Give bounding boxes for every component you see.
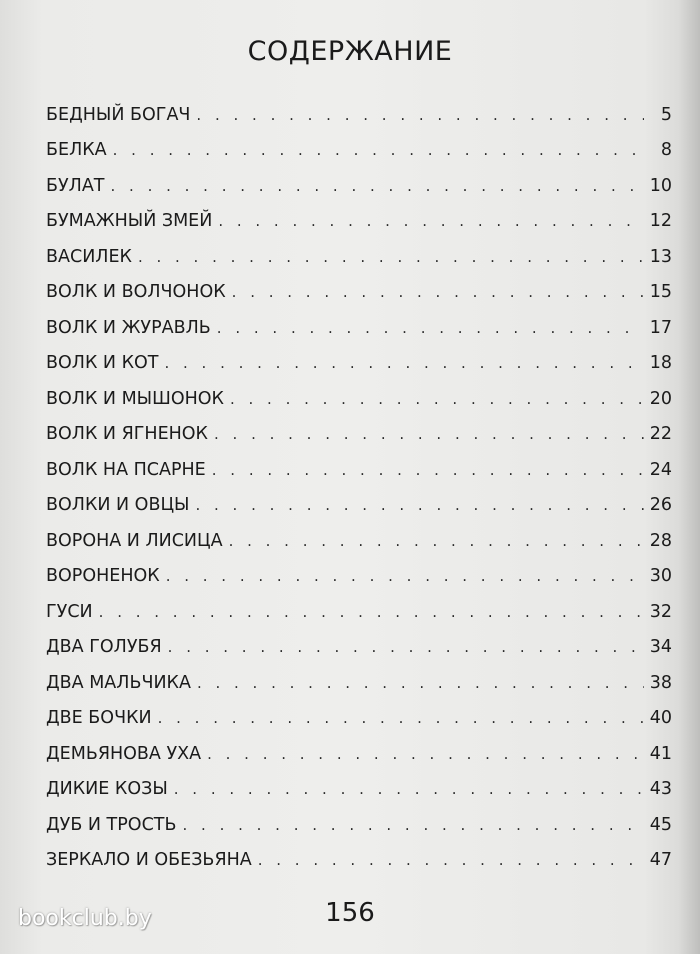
toc-entry-title: ЗЕРКАЛО И ОБЕЗЬЯНА [46,850,252,870]
toc-entry-title: ГУСИ [46,601,93,622]
toc-entry-title: БЕЛКА [46,140,107,160]
toc-entry [46,161,672,197]
dot-leader [232,281,644,303]
toc-entry [46,836,672,872]
watermark-text: bookclub.by [18,906,152,931]
toc-entry [46,552,672,588]
toc-entry-page: 22 [649,424,672,444]
toc-entry-page: 28 [649,530,672,551]
toc-entry [46,339,672,375]
table-of-contents [46,90,672,871]
dot-leader [166,565,644,587]
toc-entry [46,765,672,801]
dot-leader [218,210,643,232]
toc-entry-page: 38 [649,672,672,693]
toc-entry [46,126,672,162]
toc-entry-title: ВОЛК И ЖУРАВЛЬ [46,317,211,338]
toc-entry-page: 30 [649,566,672,586]
toc-entry-title: ДЕМЬЯНОВА УХА [46,743,202,764]
dot-leader [174,778,644,800]
toc-entry [46,374,672,410]
toc-entry-page: 34 [649,637,672,657]
dot-leader [258,849,644,871]
toc-entry [46,410,672,446]
toc-entry-title: ВОЛК И КОТ [46,353,159,373]
dot-leader [111,175,644,197]
toc-entry-title: ДВА ГОЛУБЯ [46,637,162,657]
toc-entry-page: 45 [649,814,672,835]
page-edge-shadow [678,0,700,954]
toc-entry-page: 24 [649,459,672,480]
dot-leader [230,388,644,410]
dot-leader [196,104,644,126]
toc-entry-title: ВОЛКИ И ОВЦЫ [46,495,190,515]
page-title: СОДЕРЖАНИЕ [247,36,453,67]
toc-entry-page: 15 [649,282,672,302]
toc-entry [46,800,672,836]
dot-leader [164,352,643,374]
toc-entry-title: ДВА МАЛЬЧИКА [46,672,191,693]
toc-entry-page: 47 [649,850,672,870]
toc-entry-page: 5 [660,104,672,125]
toc-entry-page: 32 [649,601,672,622]
toc-entry [46,303,672,339]
toc-entry-page: 43 [649,779,672,799]
toc-entry [46,197,672,233]
dot-leader [207,743,644,765]
page-number: 156 [325,898,375,928]
toc-entry-page: 10 [649,175,672,196]
dot-leader [99,601,644,623]
toc-entry-title: ВОЛК И ВОЛЧОНОК [46,282,226,302]
dot-leader [158,707,644,729]
toc-entry-page: 8 [660,140,672,160]
toc-entry-title: ВОЛК НА ПСАРНЕ [46,459,206,480]
toc-entry-title: ДУБ И ТРОСТЬ [46,814,177,835]
toc-entry-title: ДИКИЕ КОЗЫ [46,779,168,799]
toc-entry-title: БЕДНЫЙ БОГАЧ [46,104,191,125]
toc-entry-title: ВОРОНЕНОК [46,566,160,586]
toc-entry-title: ДВЕ БОЧКИ [46,708,152,728]
toc-entry-title: БУЛАТ [46,175,105,196]
dot-leader [195,494,643,516]
toc-entry-title: ВОЛК И ЯГНЕНОК [46,424,208,444]
dot-leader [212,459,644,481]
toc-entry-page: 13 [649,246,672,267]
toc-entry [46,587,672,623]
toc-entry-title: ВОРОНА И ЛИСИЦА [46,530,223,551]
dot-leader [214,423,644,445]
dot-leader [183,814,644,836]
dot-leader [168,636,644,658]
toc-entry [46,445,672,481]
toc-entry [46,694,672,730]
toc-entry [46,90,672,126]
toc-entry-title: ВОЛК И МЫШОНОК [46,388,224,409]
dot-leader [197,672,644,694]
toc-entry-page: 12 [649,211,672,231]
toc-entry-page: 41 [649,743,672,764]
toc-entry-title: ВАСИЛЕК [46,246,132,267]
toc-entry [46,729,672,765]
toc-entry [46,232,672,268]
dot-leader [217,317,644,339]
toc-entry-page: 20 [649,388,672,409]
dot-leader [113,139,644,161]
toc-entry-page: 40 [649,708,672,728]
toc-entry [46,268,672,304]
toc-entry-page: 26 [649,495,672,515]
toc-entry [46,481,672,517]
toc-entry-page: 17 [649,317,672,338]
toc-entry-title: БУМАЖНЫЙ ЗМЕЙ [46,211,213,231]
toc-entry-page: 18 [649,353,672,373]
toc-entry [46,658,672,694]
toc-entry [46,516,672,552]
dot-leader [229,530,644,552]
dot-leader [138,246,644,268]
toc-entry [46,623,672,659]
